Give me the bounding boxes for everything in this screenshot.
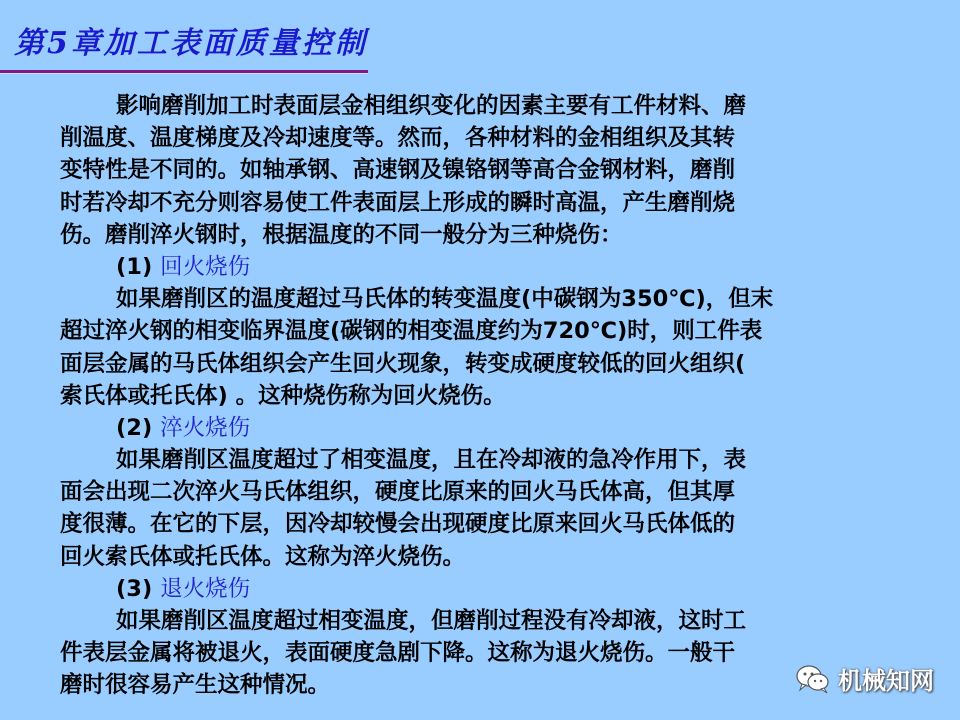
section-heading: [60, 412, 880, 444]
section-line: 索氏体或托氏体) 。这种烧伤称为回火烧伤。: [60, 382, 506, 409]
section-line: 超过淬火钢的相变临界温度(碳钢的相变温度约为720℃)时，则工件表: [60, 318, 763, 345]
paragraph-line: 伤。磨削淬火钢时，根据温度的不同一般分为三种烧伤：: [60, 221, 623, 248]
section-line: 回火索氏体或托氏体。这称为淬火烧伤。: [60, 543, 466, 570]
section-line: 面会出现二次淬火马氏体组织，硬度比原来的回火马氏体高，但其厚: [60, 479, 736, 506]
section-number: (1): [116, 253, 153, 280]
section-line: 如果磨削区温度超过相变温度，但磨削过程没有冷却液，这时工: [116, 608, 747, 634]
paragraph-line: 时若冷却不充分则容易使工件表面层上形成的瞬时高温，产生磨削烧: [60, 189, 736, 216]
section-line: 面层金属的马氏体组织会产生回火现象，转变成硬度较低的回火组织(: [60, 350, 746, 377]
paragraph-line: 变特性是不同的。如轴承钢、高速钢及镍铬钢等高合金钢材料，磨削: [60, 157, 736, 184]
paragraph-line: 削温度、温度梯度及冷却速度等。然而，各种材料的金相组织及其转: [60, 125, 736, 152]
section-number: (3): [116, 575, 153, 602]
section-line: 如果磨削区的温度超过马氏体的转变温度(中碳钢为350℃)，但末: [116, 286, 774, 313]
section-line: 件表层金属将被退火，表面硬度急剧下降。这称为退火烧伤。一般干: [60, 640, 736, 667]
section-heading: [60, 573, 880, 605]
section-line: 如果磨削区温度超过了相变温度，且在冷却液的急冷作用下，表: [116, 447, 747, 474]
title-underline-highlight: [0, 73, 368, 74]
wechat-icon: [796, 664, 830, 694]
section-line: 度很薄。在它的下层，因冷却较慢会出现硬度比原来回火马氏体低的: [60, 511, 736, 538]
section-title: 回火烧伤: [160, 253, 251, 280]
section-title: 退火烧伤: [160, 575, 251, 602]
page-title: 第5章加工表面质量控制: [14, 26, 368, 61]
watermark-text: 机械知网: [838, 667, 934, 695]
section-number: (2): [116, 414, 153, 441]
section-heading: [60, 251, 880, 283]
paragraph-line: 影响磨削加工时表面层金相组织变化的因素主要有工件材料、磨: [116, 93, 747, 119]
section-line: 磨时很容易产生这种情况。: [60, 672, 331, 699]
section-title: 淬火烧伤: [160, 414, 251, 441]
content-body: [60, 90, 880, 702]
watermark: [796, 661, 934, 696]
